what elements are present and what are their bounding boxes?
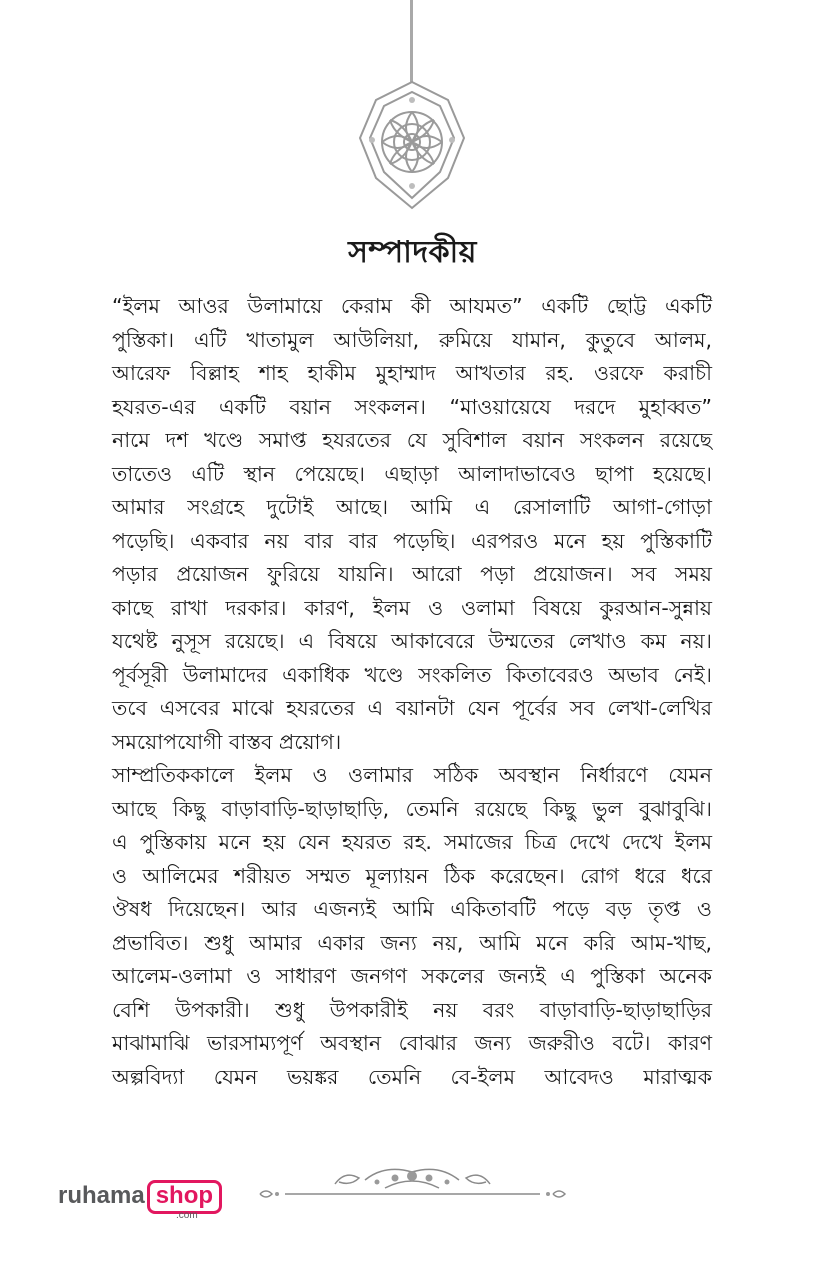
logo-domain: .com: [176, 1210, 198, 1221]
text-line: আলেম-ওলামা ও সাধারণ জনগণ সকলের জন্যই এ পুস্তিকা অনেক: [112, 964, 712, 988]
logo-shop-badge: shop: [147, 1180, 222, 1214]
text-line: তাতেও এটি স্থান পেয়েছে। এছাড়া আলাদাভাবেও ছাপা হয়েছে।: [112, 461, 712, 486]
text-line: পুস্তিকা। এটি খাতামুল আউলিয়া, রুমিয়ে যামান, কুতুবে আলম,: [112, 327, 712, 352]
text-line: আরেফ বিল্লাহ শাহ হাকীম মুহাম্মাদ আখতার রহ. ওরফে করাচী: [112, 361, 712, 385]
text-line: সময়োপযোগী বাস্তব প্রয়োগ।: [112, 729, 342, 754]
body-text: [112, 290, 712, 1094]
paragraph-1: [112, 290, 712, 759]
text-line: আমার সংগ্রহে দুটোই আছে। আমি এ রেসালাটি আগা-গোড়া: [112, 495, 712, 519]
text-line: পড়ার প্রয়োজন ফুরিয়ে যায়নি। আরো পড়া প্রয়োজন। সব সময়: [112, 562, 712, 586]
text-line: মাঝামাঝি ভারসাম্যপূর্ণ অবস্থান বোঝার জন্য জরুরীও বটে। কারণ: [112, 1031, 712, 1055]
text-line: হযরত-এর একটি বয়ান সংকলন। “মাওয়ায়েযে দরদে মুহাব্বত”: [112, 394, 712, 419]
logo-name: ruhama: [58, 1182, 145, 1209]
text-line: আছে কিছু বাড়াবাড়ি-ছাড়াছাড়ি, তেমনি রয়েছে কিছু ভুল বুঝাবুঝি।: [112, 796, 712, 821]
text-line: বেশি উপকারী। শুধু উপকারীই নয় বরং বাড়াবাড়ি-ছাড়াছাড়ির: [112, 997, 712, 1022]
text-line: প্রভাবিত। শুধু আমার একার জন্য নয়, আমি মনে করি আম-খাছ,: [112, 930, 712, 955]
text-line: ও আলিমের শরীয়ত সম্মত মূল্যায়ন ঠিক করেছেন। রোগ ধরে ধরে: [112, 863, 712, 888]
text-line: নামে দশ খণ্ডে সমাপ্ত হযরতের যে সুবিশাল বয়ান সংকলন রয়েছে: [112, 428, 712, 452]
text-line: “ইলম আওর উলামায়ে কেরাম কী আযমত” একটি ছোট্ট একটি: [112, 294, 712, 318]
text-line: এ পুস্তিকায় মনে হয় যেন হযরত রহ. সমাজের চিত্র দেখে দেখে ইলম: [112, 830, 712, 854]
ruhamashop-logo: [58, 1180, 222, 1224]
floral-divider-icon: [255, 1158, 570, 1208]
text-line: যথেষ্ট নুসূস রয়েছে। এ বিষয়ে আকাবেরে উম্মতের লেখাও কম নয়।: [112, 629, 712, 653]
text-line: পড়েছি। একবার নয় বার বার পড়েছি। এরপরও মনে হয় পুস্তিকাটি: [112, 528, 712, 553]
text-line: তবে এসবের মাঝে হযরতের এ বয়ানটা যেন পূর্বের সব লেখা-লেখির: [112, 696, 712, 720]
text-line: সাম্প্রতিককালে ইলম ও ওলামার সঠিক অবস্থান নির্ধারণে যেমন: [112, 763, 712, 787]
text-line: ঔষধ দিয়েছেন। আর এজন্যই আমি একিতাবটি পড়ে বড় তৃপ্ত ও: [112, 897, 712, 921]
ornament-string: [410, 0, 413, 82]
text-line: অল্পবিদ্যা যেমন ভয়ঙ্কর তেমনি বে-ইলম আবেদও মারাত্মক: [112, 1064, 712, 1089]
page-title: সম্পাদকীয়: [348, 235, 477, 270]
arabesque-medallion-icon: [352, 78, 472, 213]
text-line: পূর্বসূরী উলামাদের একাধিক খণ্ডে সংকলিত কিতাবেরও অভাব নেই।: [112, 662, 712, 687]
text-line: কাছে রাখা দরকার। কারণ, ইলম ও ওলামা বিষয়ে কুরআন-সুন্নায়: [112, 595, 712, 620]
paragraph-2: [112, 759, 712, 1094]
